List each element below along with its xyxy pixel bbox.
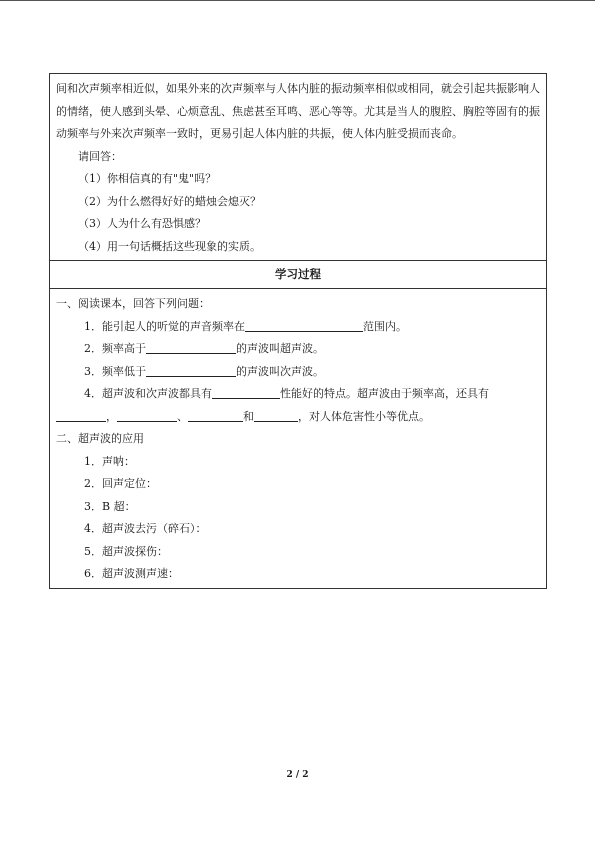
part2-item-5: 5．超声波探伤： xyxy=(84,544,168,558)
part1-question-2: 2．频率高于 的声波叫超声波。 xyxy=(84,342,324,355)
part1-title: 一、阅读课本，回答下列问题： xyxy=(56,297,210,310)
fill-blank[interactable] xyxy=(254,409,298,422)
prompt-text: 请回答： xyxy=(78,149,122,163)
question-2: （2）为什么燃得好好的蜡烛会熄灭？ xyxy=(78,194,261,208)
part1-question-4: 4．超声波和次声波都具有 性能好的特点。超声波由于频率高，还具有 xyxy=(84,387,489,400)
page-number: 2 / 2 xyxy=(286,770,309,780)
part1-question-4-cont: ， 、 和 ，对人体危害性小等优点。 xyxy=(56,406,540,429)
intro-row xyxy=(50,74,547,261)
fill-blank[interactable] xyxy=(146,364,236,377)
part1-question-1: 1．能引起人的听觉的声音频率在 范围内。 xyxy=(84,319,407,333)
part2-item-3: 3．B 超： xyxy=(84,499,136,513)
heading-row xyxy=(50,261,547,289)
intro-paragraph: 间和次声频率相近似，如果外来的次声频率与人体内脏的振动频率相似或相同，就会引起共振影响人的情绪，使人感到头晕、心烦意乱、焦虑甚至耳鸣、恶心等等。尤其是当人的腹腔、胸腔等固有的振动频率与外来次声频率一致时，更易引起人体内脏的共振，使人体内脏受损而丧命。 xyxy=(56,82,540,140)
part2-title: 二、超声波的应用 xyxy=(56,432,144,445)
part2-item-2: 2．回声定位： xyxy=(84,477,157,490)
part2-item-4: 4．超声波去污（碎石）： xyxy=(84,522,207,535)
part1-question-3: 3．频率低于 的声波叫次声波。 xyxy=(84,364,324,378)
question-1: （1）你相信真的有"鬼"吗？ xyxy=(78,172,217,185)
part2-item-6: 6．超声波测声速： xyxy=(84,567,179,580)
part2-item-1: 1．声呐： xyxy=(84,454,135,468)
section-heading: 学习过程 xyxy=(50,261,547,289)
fill-blank[interactable] xyxy=(146,341,236,354)
question-3: （3）人为什么有恐惧感？ xyxy=(78,217,206,230)
fill-blank[interactable] xyxy=(117,409,177,422)
process-cell xyxy=(50,289,547,589)
intro-cell xyxy=(50,74,547,261)
fill-blank[interactable] xyxy=(245,319,363,332)
page-top-rule xyxy=(0,0,595,1)
worksheet-table xyxy=(49,73,547,589)
fill-blank[interactable] xyxy=(212,386,280,399)
fill-blank[interactable] xyxy=(56,409,106,422)
process-row xyxy=(50,289,547,589)
question-4: （4）用一句话概括这些现象的实质。 xyxy=(78,239,261,253)
fill-blank[interactable] xyxy=(188,409,243,422)
